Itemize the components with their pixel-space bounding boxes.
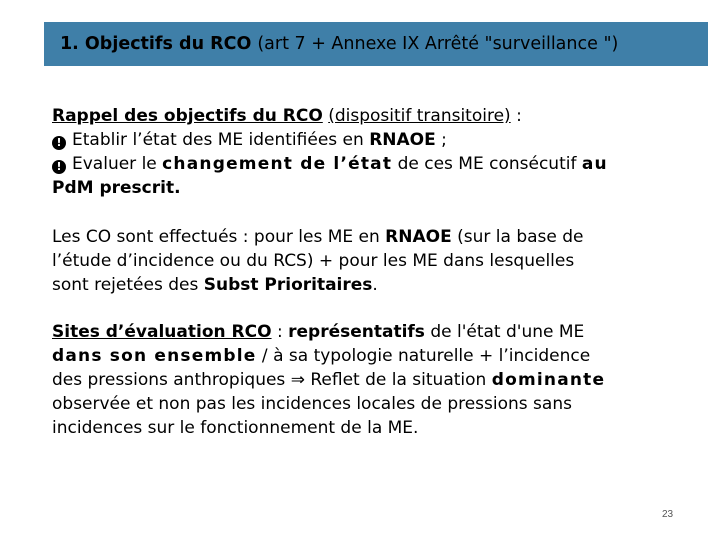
item2-bold2: au (581, 154, 608, 174)
item1-text: Etablir l’état des ME identifiées en (72, 130, 370, 150)
para3-line1 (52, 320, 584, 344)
para1-heading-norm: (dispositif transitoire) (328, 106, 511, 126)
para3-l1-bold: représentatifs (288, 322, 425, 342)
para3-l2-post: / à sa typologie naturelle + l’incidence (256, 346, 591, 366)
item1-bold: RNAOE (369, 130, 436, 150)
para1-item2-line2 (52, 176, 181, 200)
para3-line5: incidences sur le fonctionnement de la ME. (52, 418, 419, 438)
item2-mid: de ces ME consécutif (392, 154, 582, 174)
para2-l1-bold: RNAOE (385, 227, 452, 247)
para2-line3 (52, 273, 378, 297)
para2-l3-pre: sont rejetées des (52, 275, 204, 295)
item2-bold: changement de l’état (162, 154, 393, 174)
para2-line2: l’étude d’incidence ou du RCS) + pour les ME dans lesquelles (52, 251, 575, 271)
bullet-icon: ! (52, 160, 66, 174)
para1-item2 (52, 152, 608, 176)
para3-line2 (52, 344, 590, 368)
para1-heading (52, 104, 522, 128)
para1-heading-colon: : (510, 106, 522, 126)
para2-l1-pre: Les CO sont effectués : pour les ME en (52, 227, 386, 247)
implies-arrow-icon: ⇒ (290, 370, 305, 390)
para2-line1 (52, 225, 584, 249)
item2-text: Evaluer le (72, 154, 163, 174)
page-number: 23 (662, 509, 674, 520)
para2-l1-post: (sur la base de (451, 227, 584, 247)
para3-heading: Sites d’évaluation RCO (52, 322, 272, 342)
para3-l3-pre: des pressions anthropiques (52, 370, 291, 390)
para3-l1-post: de l'état d'une ME (424, 322, 585, 342)
para2-l3-bold: Subst Prioritaires (203, 275, 373, 295)
title-bar (44, 22, 708, 66)
para3-colon: : (271, 322, 289, 342)
para3-line3 (52, 368, 605, 392)
para2-l3-post: . (372, 275, 378, 295)
title-bold: 1. Objectifs du RCO (60, 34, 252, 54)
bullet-icon: ! (52, 136, 66, 150)
item2-line2: PdM prescrit. (52, 178, 181, 198)
item1-post: ; (435, 130, 447, 150)
para3-l3-bold: dominante (491, 370, 606, 390)
para1-item1 (52, 128, 447, 152)
para3-line4: observée et non pas les incidences locales de pressions sans (52, 394, 572, 414)
para3-l3-mid: Reflet de la situation (304, 370, 492, 390)
para3-l2-bold: dans son ensemble (52, 346, 257, 366)
title-rest: (art 7 + Annexe IX Arrêté "surveillance ") (257, 34, 619, 54)
para1-heading-bold: Rappel des objectifs du RCO (52, 106, 323, 126)
